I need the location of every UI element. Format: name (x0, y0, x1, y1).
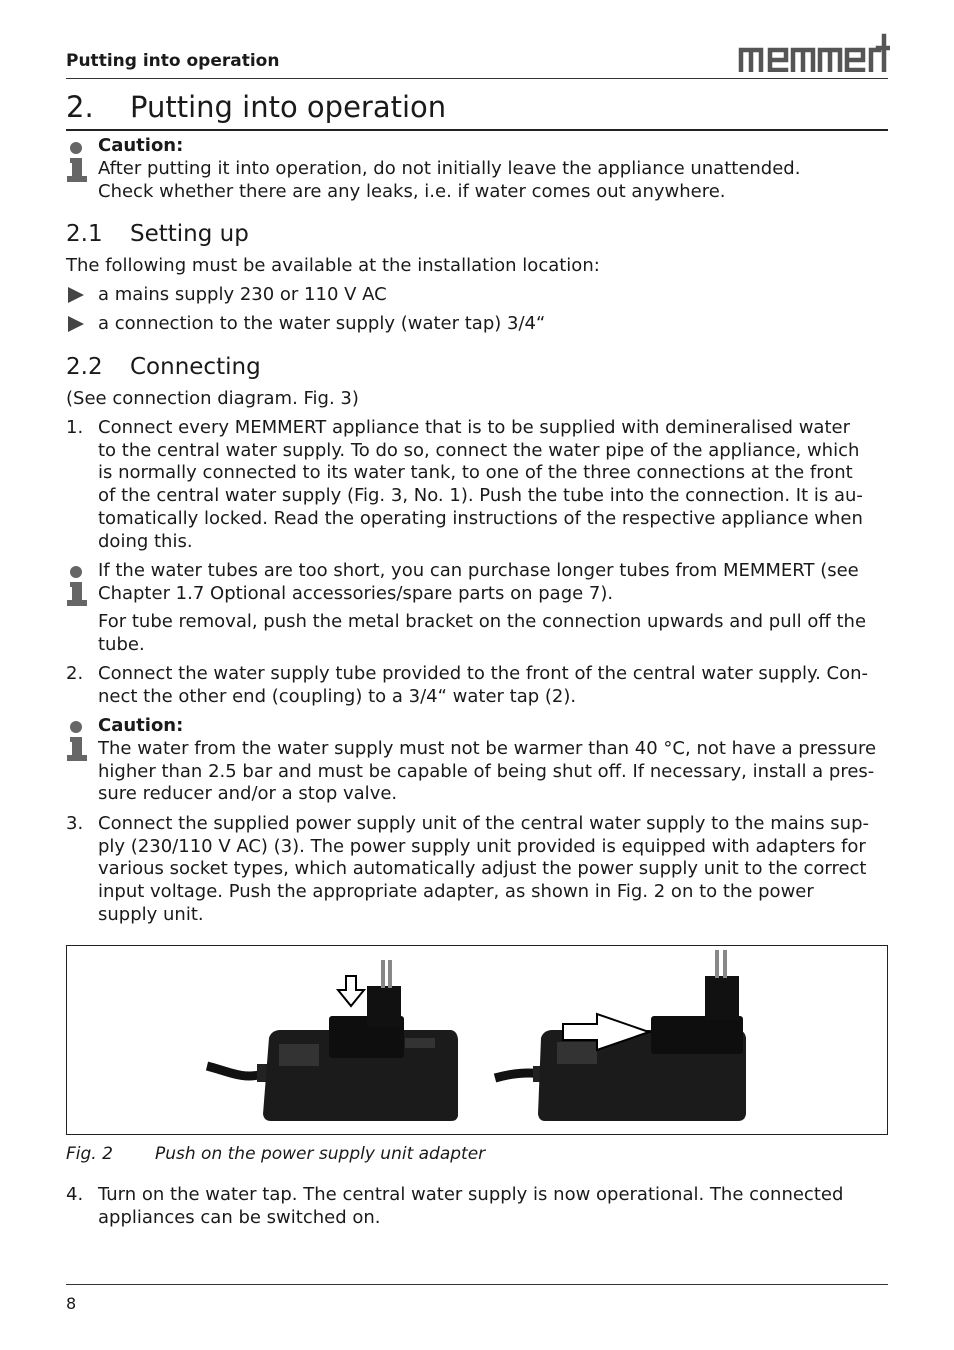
step-2-text (98, 663, 890, 708)
section-title: Setting up (130, 221, 249, 247)
setup-intro: The following must be available at the installation location: (66, 255, 600, 276)
header-rule (66, 78, 888, 79)
text-line: The water from the water supply must not be warmer than 40 °C, not have a pressure (98, 738, 877, 759)
step-number: 1. (66, 417, 84, 438)
step-4-text (98, 1184, 890, 1229)
section-heading-setting-up (66, 221, 249, 247)
memmert-logo (738, 32, 890, 72)
figure-label: Fig. 2 (66, 1144, 113, 1164)
power-supply-left (207, 960, 458, 1121)
text-line: sure reducer and/or a stop valve. (98, 783, 398, 805)
chapter-title: Putting into operation (130, 90, 447, 124)
info-icon (66, 566, 90, 606)
text-line: appliances can be switched on. (98, 1206, 381, 1228)
power-supply-right (495, 950, 746, 1121)
text-line: input voltage. Push the appropriate adapter, as shown in Fig. 2 on to the power (98, 881, 814, 903)
chapter-rule (66, 129, 888, 131)
step-number: 3. (66, 813, 84, 834)
tube-removal-text (98, 611, 890, 656)
step-1-text (98, 417, 890, 553)
chapter-number: 2. (66, 90, 94, 124)
text-line: Connect the water supply tube provided to the front of the central water supply. Con- (98, 663, 869, 684)
figure-caption: Push on the power supply unit adapter (155, 1144, 486, 1164)
text-line: Turn on the water tap. The central water supply is now operational. The connected (98, 1184, 844, 1205)
list-item: a connection to the water supply (water tap) 3/4“ (98, 313, 546, 334)
diagram-reference: (See connection diagram. Fig. 3) (66, 388, 359, 409)
text-line: higher than 2.5 bar and must be capable of being shut off. If necessary, install a pres- (98, 760, 875, 782)
section-heading-connecting (66, 354, 261, 380)
text-line: of the central water supply (Fig. 3, No. 1). Push the tube into the connection. It is au- (98, 485, 863, 507)
text-line: tomatically locked. Read the operating instructions of the respective appliance when (98, 507, 863, 529)
caution-label: Caution: (98, 715, 184, 736)
footer-rule (66, 1284, 888, 1285)
running-title: Putting into operation (66, 51, 280, 71)
text-line: Connect the supplied power supply unit of the central water supply to the mains sup- (98, 813, 870, 834)
figure-power-supply-adapter (66, 945, 888, 1135)
text-line: nect the other end (coupling) to a 3/4“ water tap (2). (98, 685, 577, 707)
list-item: a mains supply 230 or 110 V AC (98, 284, 387, 305)
section-number: 2.1 (66, 221, 103, 247)
text-line: is normally connected to its water tank, to one of the three connections at the front (98, 462, 853, 484)
text-line: various socket types, which automatically adjust the power supply unit to the correct (98, 858, 867, 880)
text-line: If the water tubes are too short, you can purchase longer tubes from MEMMERT (see (98, 560, 859, 581)
page-number: 8 (66, 1294, 77, 1313)
step-number: 4. (66, 1184, 84, 1205)
bullet-arrow-icon (68, 287, 84, 303)
text-line: ply (230/110 V AC) (3). The power supply unit provided is equipped with adapters for (98, 835, 866, 857)
step-number: 2. (66, 663, 84, 684)
text-line: to the central water supply. To do so, connect the water pipe of the appliance, which (98, 439, 860, 461)
text-line: For tube removal, push the metal bracket on the connection upwards and pull off the (98, 611, 867, 632)
info-icon (66, 721, 90, 761)
text-line: doing this. (98, 530, 193, 552)
bullet-arrow-icon (68, 316, 84, 332)
power-supply-photo (67, 946, 887, 1134)
text-line: supply unit. (98, 903, 204, 925)
section-title: Connecting (130, 354, 261, 380)
text-line: Chapter 1.7 Optional accessories/spare parts on page 7). (98, 582, 614, 604)
caution-text-line: After putting it into operation, do not initially leave the appliance unattended. (98, 158, 801, 179)
text-line: tube. (98, 633, 145, 655)
info-icon (66, 142, 90, 182)
caution-label: Caution: (98, 135, 184, 156)
caution-text-line: Check whether there are any leaks, i.e. if water comes out anywhere. (98, 181, 726, 202)
caution-text (98, 738, 890, 806)
chapter-heading (66, 90, 446, 124)
text-line: Connect every MEMMERT appliance that is to be supplied with demineralised water (98, 417, 850, 438)
note-text (98, 560, 890, 605)
section-number: 2.2 (66, 354, 103, 380)
step-3-text (98, 813, 890, 927)
